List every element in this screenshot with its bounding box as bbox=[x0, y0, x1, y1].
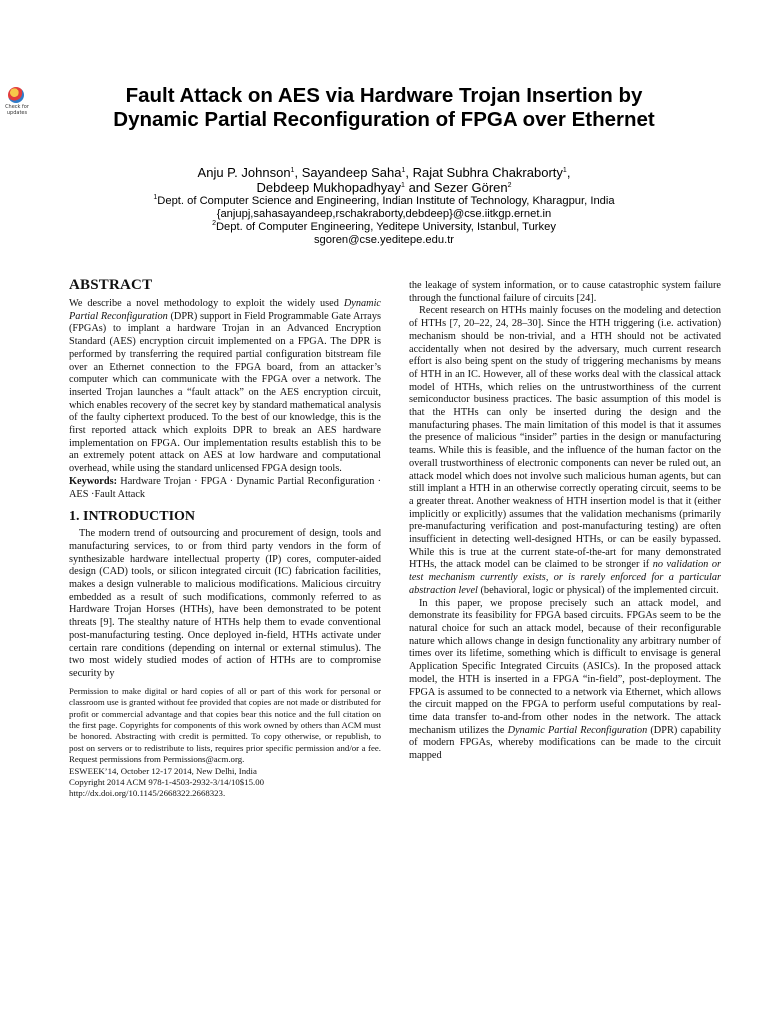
keywords bbox=[69, 476, 381, 501]
author-affil-mark: 2 bbox=[507, 182, 512, 189]
author-name: Rajat Subhra Chakraborty bbox=[412, 165, 563, 180]
paragraph-emphasis: no validation or test mechanism currently exists, or is rarely enforced for a particular abstraction level bbox=[409, 559, 721, 596]
author-name: Sezer Gören bbox=[433, 180, 508, 195]
affiliation-2-email[interactable]: sgoren@cse.yeditepe.edu.tr bbox=[313, 234, 455, 246]
introduction-paragraph: The modern trend of outsourcing and procurement of design, tools and manufacturing services, to or from third party vendors in the form of synthesizable hardware intellectual property (IP) cores, computer-aided design (CAD) tools, or silicon integrated circuit (IC) fabrication facilities, makes a design vulnerable to malicious modifications. Malicious circuitry embedded as a result of such modifications, commonly referred to as Hardware Trojan Horses (HTHs), have been demonstrated to be potent threats [9]. The stealthy nature of HTHs help them to evade conventional post-manufacturing testing. Once deployed in-field, HTHs activate under certain rare conditions (depending on internal or external stimulus). The two most widely studied modes of action of HTHs are to compromise security by bbox=[69, 528, 381, 679]
affiliation-text: Dept. of Computer Engineering, Yeditepe University, Istanbul, Turkey bbox=[215, 221, 556, 233]
abstract-body bbox=[69, 298, 381, 476]
author-name: Sayandeep Saha bbox=[301, 165, 402, 180]
author-affil-mark: 1 bbox=[401, 182, 405, 189]
copyright-line: Copyright 2014 ACM 978-1-4503-2932-3/14/10$15.00 bbox=[69, 776, 264, 787]
paragraph-text: (DPR) capability of modern FPGAs, whereby modifications can be made to the circuit mapped bbox=[409, 724, 721, 762]
author-line-2 bbox=[40, 180, 728, 195]
affil-mark: 1 bbox=[153, 194, 158, 201]
affiliation-1-email[interactable]: {anjupj,sahasayandeep,rschakraborty,debdeep}@cse.iitkgp.ernet.in bbox=[216, 208, 552, 220]
paragraph-emphasis: Dynamic Partial Reconfiguration bbox=[507, 724, 648, 736]
abstract-text: (DPR) support in Field Programmable Gate Arrays (FPGAs) to implant a hardware Trojan in an Advanced Encryption Standard (AES) encryption circuit implemented on a FPGA. The DPR is performed by transferring the required partial configuration bitstream file over an Ethernet connection to the FPGA board, from an attacker’s computer which can communicate with the FPGA over a network. The inserted Trojan launches a “fault attack” on the AES encryption circuit, which enables recovery of the secret key by standard mathematical analysis of the faulty ciphertext produced. To the best of our knowledge, this is the first reported attack which exploits DPR to break an AES hardware implementation on FPGA. Our implementation results establish this to be an extremely potent attack on AES at low hardware and computational overhead, while using the standard unlicensed FPGA design tools. bbox=[69, 310, 382, 475]
affiliation-text: Dept. of Computer Science and Engineering, Indian Institute of Technology, Kharagpur, India bbox=[157, 195, 615, 207]
author-affil-mark: 1 bbox=[401, 167, 406, 174]
right-column bbox=[409, 280, 721, 763]
abstract-heading: ABSTRACT bbox=[69, 277, 153, 293]
related-work-paragraph bbox=[409, 305, 721, 597]
keywords-label: Keywords: bbox=[69, 475, 118, 487]
paragraph-text: (behavioral, logic or physical) of the implemented circuit. bbox=[477, 584, 719, 596]
proposal-paragraph bbox=[409, 598, 721, 763]
author-line-1: Anju P. Johnson$^1$, Sayandeep Saha$^1$, Rajat Subhra Chakraborty$^1$, bbox=[197, 165, 571, 180]
continued-paragraph: the leakage of system information, or to cause catastrophic system failure through the functional failure of circuits [24]. bbox=[409, 280, 721, 304]
author-name: Debdeep Mukhopadhyay bbox=[256, 180, 402, 195]
conference-line: ESWEEK’14, October 12-17 2014, New Delhi, India bbox=[69, 765, 257, 776]
paper-title bbox=[40, 84, 728, 132]
paragraph-text: In this paper, we propose precisely such an attack model, and demonstrate its feasibility for FPGA based circuits. FPGAs seem to be the natural choice for such an attack model, because of their reconfigurable nature which allows change in design functionality any arbitrary number of times over its lifetime, something which is difficult to envisage is general Application Specific Integrated Circuits (ASICs). In the proposed attack model, the HTH is inserted in a FPGA “in-field”, post-deployment. The FPGA is assumed to be connected to a network via Ethernet, which allows the circuit mapped on the FPGA to perform useful computations by real-time data transfer to-and-from other nodes in the network. The attack mechanism utilizes the bbox=[409, 597, 721, 736]
abstract-text: We describe a novel methodology to exploit the widely used bbox=[69, 298, 344, 309]
affil-mark: 2 bbox=[212, 220, 216, 227]
abstract-emphasis: Dynamic Partial Reconfiguration bbox=[69, 298, 381, 322]
doi-link[interactable]: http://dx.doi.org/10.1145/2668322.2668323. bbox=[69, 787, 226, 798]
title-line-2: Dynamic Partial Reconfiguration of FPGA over Ethernet bbox=[113, 108, 655, 131]
check-for-updates-icon bbox=[8, 87, 24, 103]
paragraph-text: Recent research on HTHs mainly focuses on the modeling and detection of HTHs [7, 20–22, 24, 28–30]. Since the HTH triggering (i.e. activation) mechanism should be non-trivial, and a HTH should not be activated accidentally when not desired by the adversary, much current research effort is also being spent on the study of triggering mechanisms by means of HTH in an IC. However, all of these works deal with the classical attack model of HTHs, which relies on the untrustworthiness of the current semiconductor business practices. The basic assumption of this model is that the HTHs can only be inserted during the design and the manufacturing phases. The main limitation of this model is that it assumes the presence of malicious “insider” parties in the design or manufacturing teams. While this is feasible, and the influence of the human factor on the overall trustworthiness of electronic components can never be ruled out, an attack model which does not involve such malicious human agents, but can still implant a HTH in an otherwise correctly operating circuit, seems to be a greater threat. Another weakness of HTH insertion model is that it (either implicitly or explicitly) assumes that the validation mechanisms (primarily pre-manufacturing verification and post-manufacturing testing) are often insufficient in detecting well-designed HTHs, or can be easily bypassed. While this is true at the current state-of-the-art for many demonstrated HTHs, the attack model can be claimed to be stronger if bbox=[409, 305, 721, 571]
author-affil-mark: 1 bbox=[290, 167, 295, 174]
author-conjunction: and bbox=[408, 180, 431, 195]
keywords-text: Hardware Trojan · FPGA · Dynamic Partial Reconfiguration · AES ·Fault Attack bbox=[69, 475, 381, 500]
affiliation-2 bbox=[40, 221, 728, 234]
check-for-updates-badge[interactable] bbox=[0, 84, 34, 120]
permission-text: Permission to make digital or hard copies of all or part of this work for personal or classroom use is granted without fee provided that copies are not made or distributed for profit or commercial advantage and that copies bear this notice and the full citation on the first page. Copyrights for components of this work owned by others than ACM must be honored. Abstracting with credit is permitted. To copy otherwise, or republish, to post on servers or to redistribute to lists, requires prior specific permission and/or a fee. Request permissions from Permissions@acm.org. bbox=[69, 685, 381, 765]
title-line-1: Fault Attack on AES via Hardware Trojan Insertion by bbox=[125, 84, 643, 107]
author-affil-mark: 1 bbox=[562, 167, 567, 174]
check-for-updates-label: Check for updates bbox=[5, 104, 29, 116]
introduction-heading: 1. INTRODUCTION bbox=[69, 509, 196, 525]
author-block bbox=[40, 165, 728, 247]
left-column bbox=[69, 275, 381, 799]
permission-notice bbox=[69, 686, 381, 799]
affiliation-1 bbox=[40, 195, 728, 208]
author-name: Anju P. Johnson bbox=[197, 165, 291, 180]
